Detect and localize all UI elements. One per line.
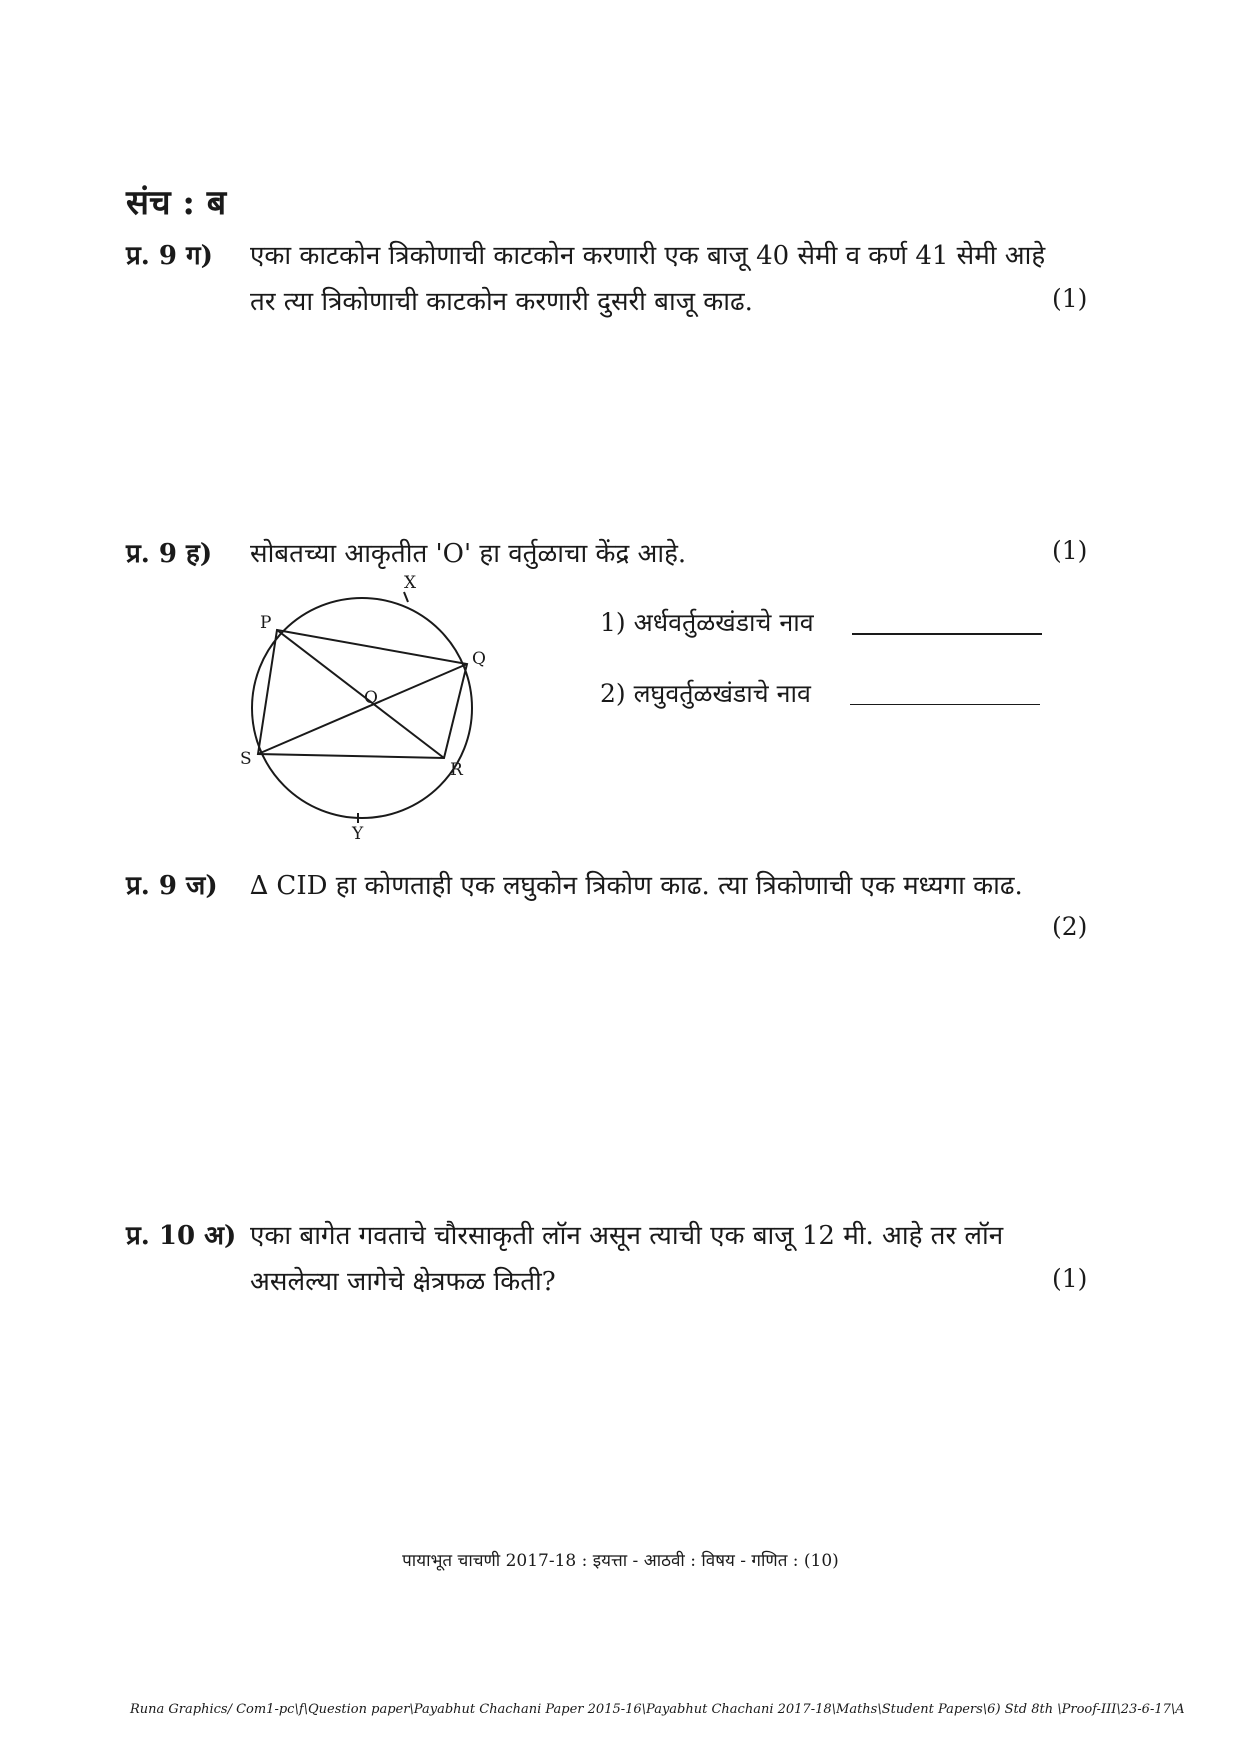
question-9j-label: प्र. 9 ज)	[126, 871, 218, 901]
question-10a-text-line2: असलेल्या जागेचे क्षेत्रफळ किती?	[250, 1267, 556, 1297]
set-title: संच : ब	[126, 183, 227, 223]
label-p: P	[260, 613, 272, 633]
label-s: S	[240, 749, 252, 769]
answer-1-blank	[852, 633, 1042, 635]
label-o: O	[364, 688, 378, 708]
question-9h-label: प्र. 9 ह)	[126, 539, 213, 569]
question-10a-marks: (1)	[1052, 1264, 1088, 1293]
diagonal-pr	[277, 630, 444, 758]
circle-figure	[236, 572, 496, 840]
answer-2-label: 2) लघुवर्तुळखंडाचे नाव	[600, 679, 811, 708]
question-9h-marks: (1)	[1052, 536, 1088, 565]
question-9h-text: सोबतच्या आकृतीत 'O' हा वर्तुळाचा केंद्र आहे.	[250, 539, 687, 569]
question-9g-marks: (1)	[1052, 284, 1088, 313]
question-9g-label: प्र. 9 ग)	[126, 241, 213, 271]
question-9j-marks: (2)	[1052, 912, 1088, 941]
page-footer: पायाभूत चाचणी 2017-18 : इयत्ता - आठवी : विषय - गणित : (10)	[402, 1551, 839, 1571]
label-x: X	[404, 573, 417, 593]
quadrilateral-pqrs	[258, 630, 467, 758]
question-10a-label: प्र. 10 अ)	[126, 1221, 237, 1251]
label-y: Y	[352, 824, 364, 840]
label-r: R	[450, 760, 463, 780]
print-path-line: Runa Graphics/ Com1-pc\f\Question paper\Payabhut Chachani Paper 2015-16\Payabhut Chachani 2017-18\Maths\Student Papers\6) Std 8th \Proof-III\23-6-17\A	[130, 1702, 1185, 1717]
label-q: Q	[472, 649, 486, 669]
answer-1-label: 1) अर्धवर्तुळखंडाचे नाव	[600, 608, 814, 637]
answer-2-blank	[850, 704, 1040, 705]
question-9g-text-line1: एका काटकोन त्रिकोणाची काटकोन करणारी एक बाजू 40 सेमी व कर्ण 41 सेमी आहे	[250, 241, 1046, 271]
question-10a-text-line1: एका बागेत गवताचे चौरसाकृती लॉन असून त्याची एक बाजू 12 मी. आहे तर लॉन	[250, 1221, 1004, 1251]
question-9g-text-line2: तर त्या त्रिकोणाची काटकोन करणारी दुसरी बाजू काढ.	[250, 287, 753, 317]
diagonal-qs	[258, 664, 467, 754]
question-9j-text: ∆ CID हा कोणताही एक लघुकोन त्रिकोण काढ. त्या त्रिकोणाची एक मध्यगा काढ.	[250, 871, 1023, 901]
tick-mark-x	[404, 592, 408, 602]
